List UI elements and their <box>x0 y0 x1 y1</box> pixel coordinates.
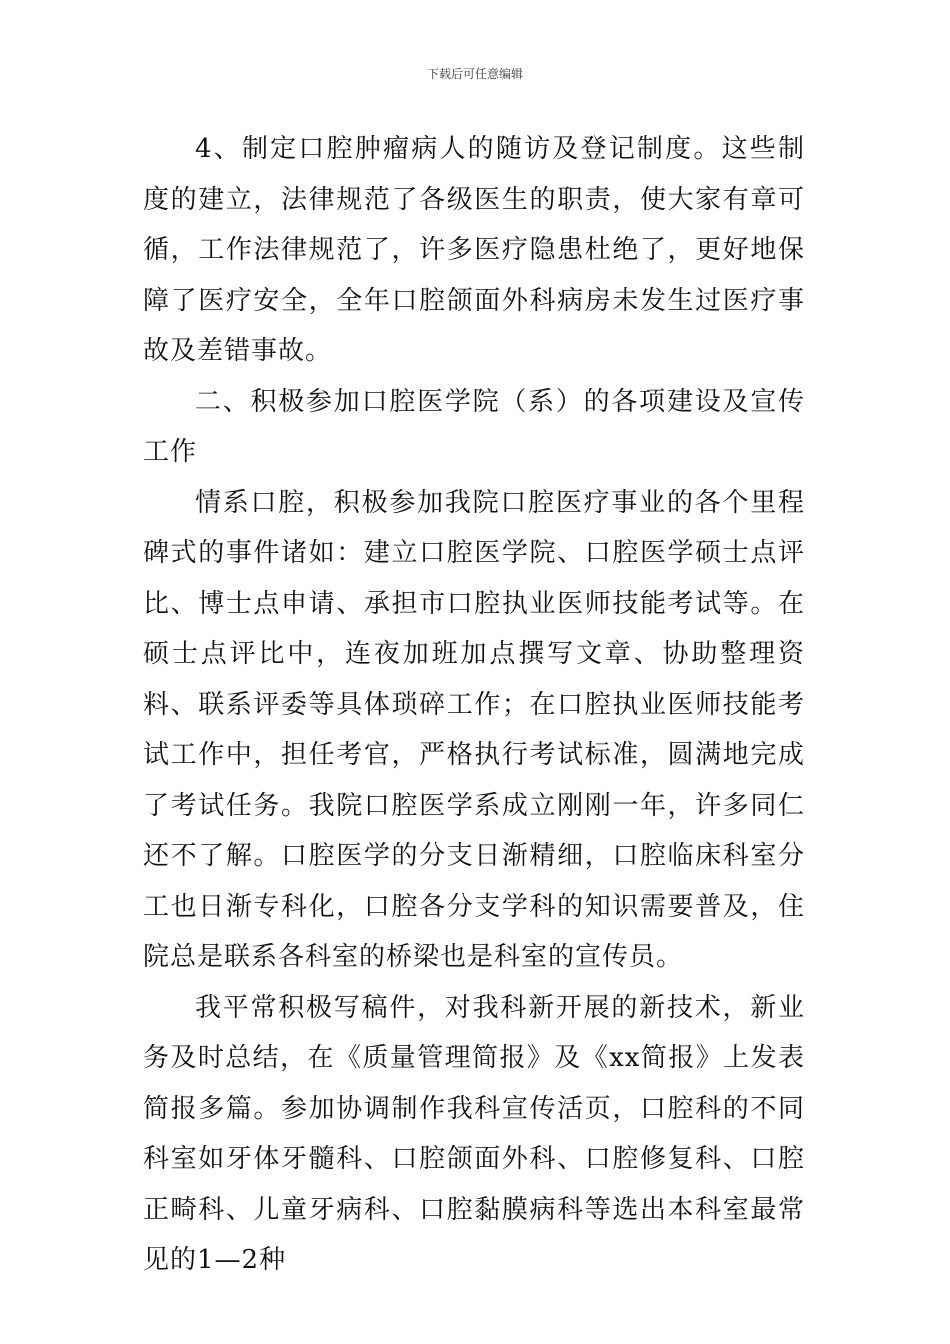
paragraph-item-4-rules: 4、制定口腔肿瘤病人的随访及登记制度。这些制度的建立，法律规范了各级医生的职责，使大家有章可循，工作法律规范了，许多医疗隐患杜绝了，更好地保障了医疗安全，全年口腔颌面外科病房未发生过医疗事故及差错事故。 <box>143 134 805 366</box>
paragraph-faculty-events: 情系口腔，积极参加我院口腔医疗事业的各个里程碑式的事件诸如：建立口腔医学院、口腔医学硕士点评比、博士点申请、承担市口腔执业医师技能考试等。在硕士点评比中，连夜加班加点撰写文章、协助整理资料、联系评委等具体琐碎工作；在口腔执业医师技能考试工作中，担任考官，严格执行考试标准，圆满地完成了考试任务。我院口腔医学系成立刚刚一年，许多同仁还不了解。口腔医学的分支日渐精细，口腔临床科室分工也日渐专科化，口腔各分支学科的知识需要普及，住院总是联系各科室的桥梁也是科室的宣传员。 <box>143 487 805 972</box>
paragraph-publicity-work: 我平常积极写稿件，对我科新开展的新技术，新业务及时总结，在《质量管理简报》及《xx简报》上发表简报多篇。参加协调制作我科宣传活页，口腔科的不同科室如牙体牙髓科、口腔颌面外科、口腔修复科、口腔正畸科、儿童牙病科、口腔黏膜病科等选出本科室最常见的1—2种 <box>143 992 805 1275</box>
document-body <box>143 124 805 1286</box>
section-heading-2: 二、积极参加口腔医学院（系）的各项建设及宣传工作 <box>143 386 805 467</box>
page-header-note: 下载后可任意编辑 <box>426 67 523 81</box>
